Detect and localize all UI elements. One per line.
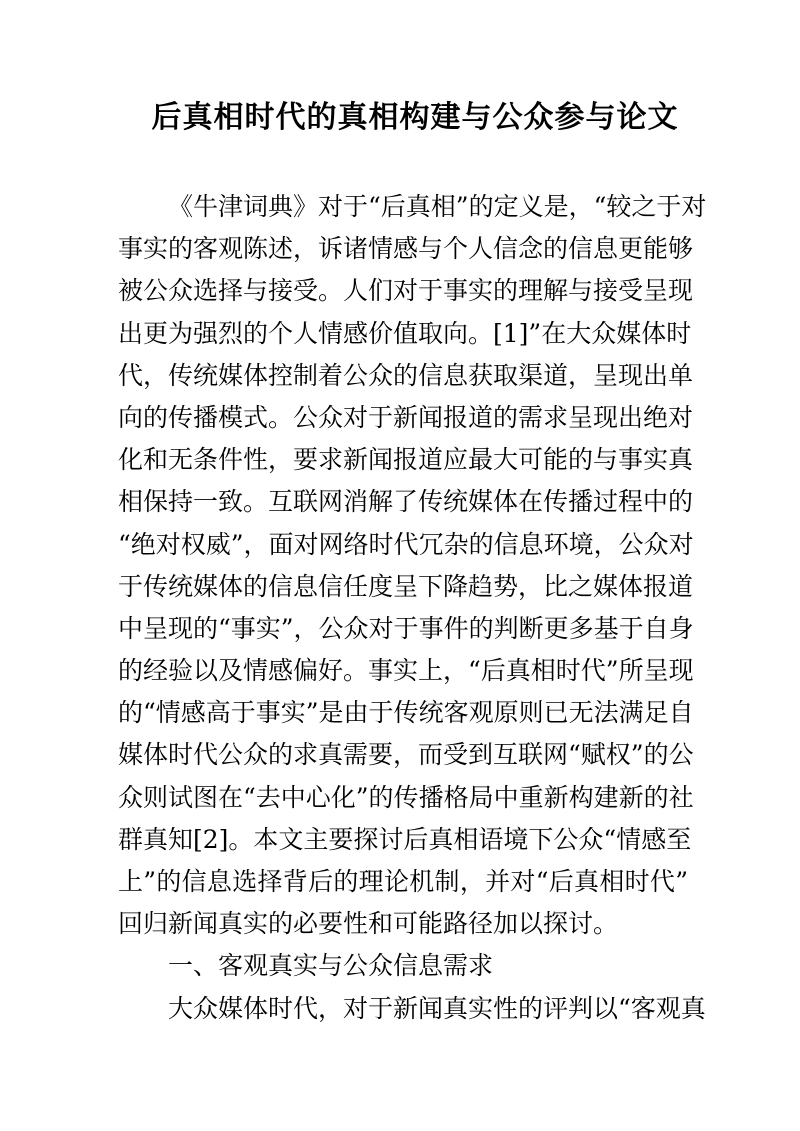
paragraph-line: “绝对权威”，面对网络时代冗杂的信息环境，公众对 xyxy=(118,529,694,559)
document-body xyxy=(118,186,707,1030)
paragraph-line: 向的传播模式。公众对于新闻报道的需求呈现出绝对 xyxy=(118,402,694,432)
paragraph-line: 被公众选择与接受。人们对于事实的理解与接受呈现 xyxy=(118,276,694,306)
paragraph-line: 的经验以及情感偏好。事实上，“后真相时代”所呈现 xyxy=(118,656,694,686)
document-title: 后真相时代的真相构建与公众参与论文 xyxy=(151,100,679,135)
paragraph-line: 回归新闻真实的必要性和可能路径加以探讨。 xyxy=(118,909,619,939)
paragraph-line: 群真知[2]。本文主要探讨后真相语境下公众“情感至 xyxy=(118,824,692,854)
paragraph-line: 于传统媒体的信息信任度呈下降趋势，比之媒体报道 xyxy=(118,571,694,601)
paragraph-line: 众则试图在“去中心化”的传播格局中重新构建新的社 xyxy=(118,782,694,812)
paragraph-line: 代，传统媒体控制着公众的信息获取渠道，呈现出单 xyxy=(118,360,694,390)
section-heading: 一、客观真实与公众信息需求 xyxy=(168,951,494,981)
paragraph-line: 相保持一致。互联网消解了传统媒体在传播过程中的 xyxy=(118,487,694,517)
paragraph-line: 出更为强烈的个人情感价值取向。[1]”在大众媒体时 xyxy=(118,318,692,348)
paragraph-line: 《牛津词典》对于“后真相”的定义是，“较之于对 xyxy=(168,192,707,221)
paragraph-line: 的“情感高于事实”是由于传统客观原则已无法满足自 xyxy=(118,698,694,728)
paragraph-1 xyxy=(118,186,707,945)
paragraph-line: 事实的客观陈述，诉诸情感与个人信念的信息更能够 xyxy=(118,234,694,264)
paragraph-2-line: 大众媒体时代，对于新闻真实性的评判以“客观真 xyxy=(168,993,706,1023)
paragraph-line: 化和无条件性，要求新闻报道应最大可能的与事实真 xyxy=(118,445,694,475)
paragraph-line: 中呈现的“事实”，公众对于事件的判断更多基于自身 xyxy=(118,613,694,643)
paragraph-line: 上”的信息选择背后的理论机制，并对“后真相时代” xyxy=(118,867,688,896)
paragraph-line: 媒体时代公众的求真需要，而受到互联网“赋权”的公 xyxy=(118,740,694,770)
